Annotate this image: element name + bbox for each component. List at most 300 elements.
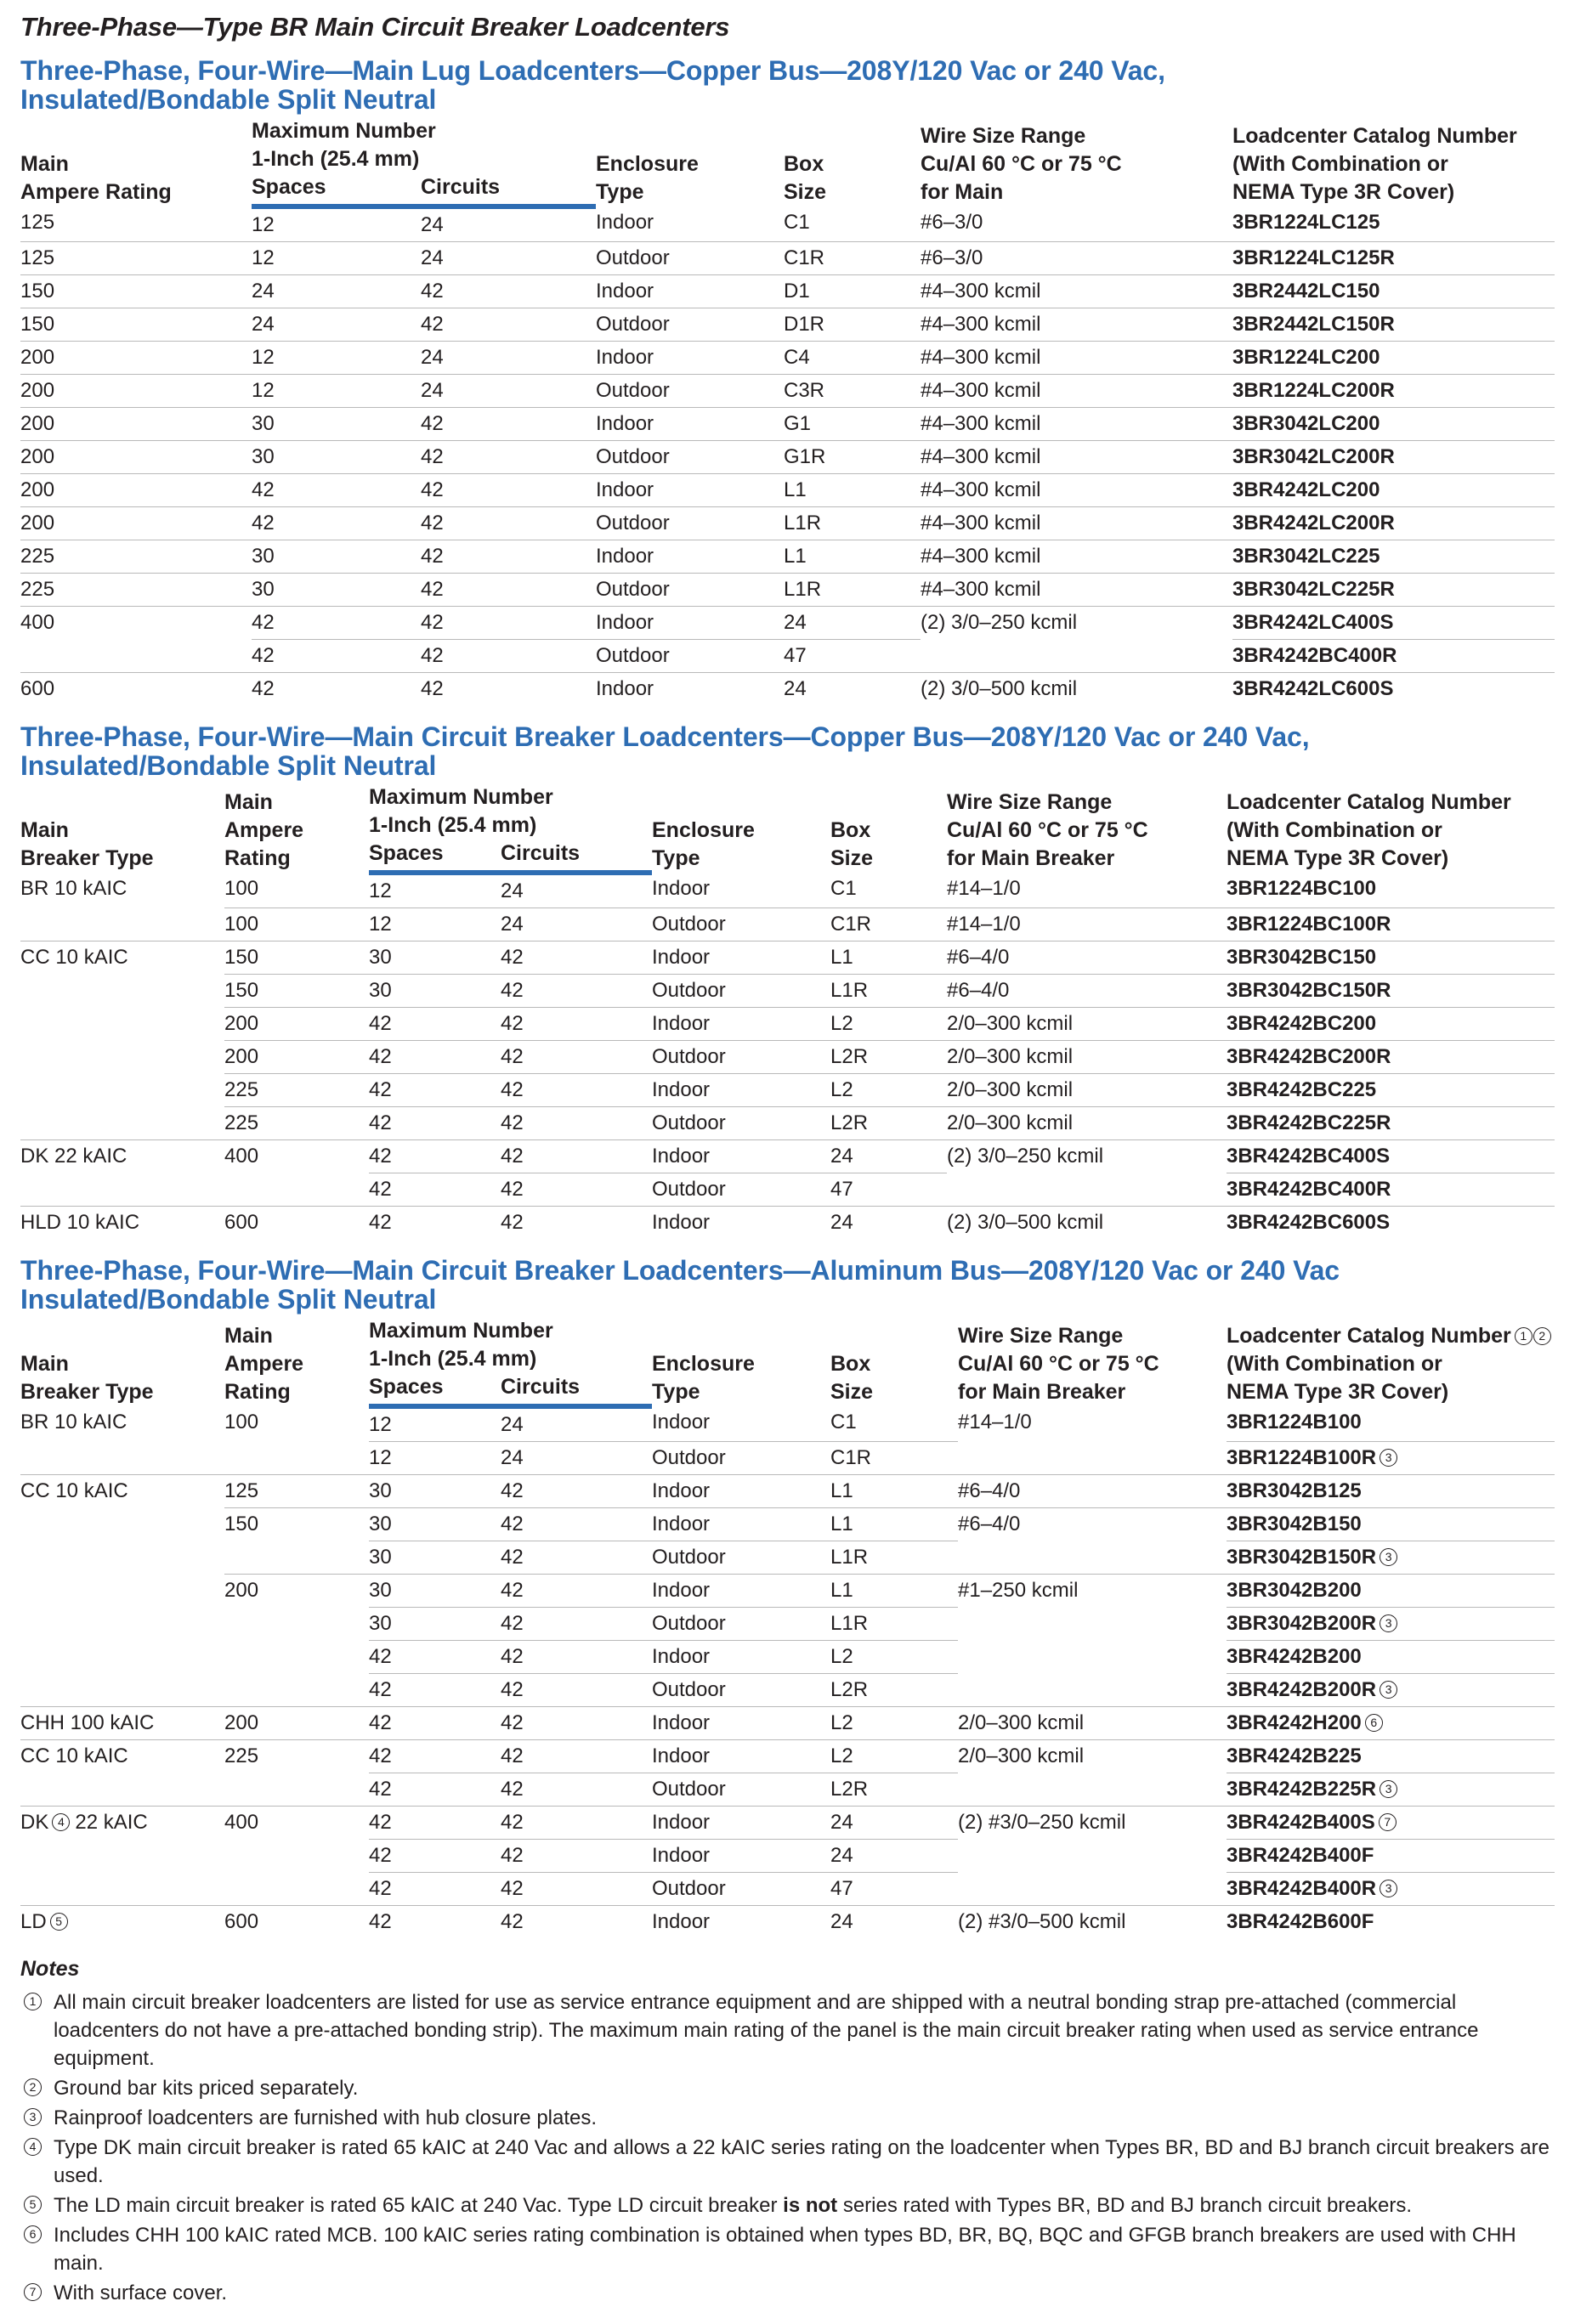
cell-catalog-number: 3BR1224LC200 xyxy=(1232,342,1555,375)
cell-wire-size: #4–300 kcmil xyxy=(921,574,1232,607)
cell-ampere-rating: 400 xyxy=(224,1807,369,1840)
table-row xyxy=(20,1442,1555,1475)
cell-wire-size xyxy=(958,1674,1227,1707)
cell-wire-size: #6–4/0 xyxy=(947,941,1227,975)
cell-box-size: 47 xyxy=(830,1873,958,1906)
cell-enclosure: Outdoor xyxy=(652,1674,830,1707)
cell-circuits: 42 xyxy=(501,1873,652,1906)
cell-ampere-rating xyxy=(224,1641,369,1674)
cell-wire-size: #6–4/0 xyxy=(958,1475,1227,1508)
cell-ampere-rating: 200 xyxy=(20,375,252,408)
cell-wire-size: #4–300 kcmil xyxy=(921,441,1232,474)
notes-list xyxy=(20,1988,1555,2307)
cell-spaces: 42 xyxy=(369,1906,501,1939)
note-ref-icon: 7 xyxy=(24,2283,42,2301)
cell-box-size: 24 xyxy=(830,1140,947,1173)
cell-spaces: 42 xyxy=(252,640,421,673)
cell-enclosure: Outdoor xyxy=(596,375,784,408)
note-text: All main circuit breaker loadcenters are listed for use as service entrance equipment and are shipped with a neutral bonding strap pre-attached (commercial loadcenters do not have a pre-attached bonding strip). The maximum main rating of the panel is the main circuit breaker rating when used as service entrance equipment. xyxy=(54,1991,1479,2070)
note-ref-icon: 3 xyxy=(1380,1780,1397,1798)
cell-catalog-number: 3BR1224B100 xyxy=(1227,1411,1362,1433)
cell-breaker-type xyxy=(20,1107,224,1140)
cell-spaces: 42 xyxy=(252,673,421,706)
cell-breaker-type: DK 4 22 kAIC xyxy=(20,1807,224,1840)
cell-circuits: 42 xyxy=(421,408,596,441)
cell-circuits: 42 xyxy=(501,1541,652,1575)
cell-enclosure: Indoor xyxy=(652,1807,830,1840)
header-main-rating: Main Ampere Rating xyxy=(20,152,172,204)
header-wire-size: Wire Size Range Cu/Al 60 °C or 75 °C for Main xyxy=(921,124,1122,204)
cell-spaces: 42 xyxy=(369,1207,501,1240)
cell-ampere-rating: 600 xyxy=(224,1906,369,1939)
header-catalog-number: Loadcenter Catalog Number (With Combination or NEMA Type 3R Cover) xyxy=(1232,124,1517,204)
cell-box-size: 24 xyxy=(784,673,921,706)
table-row xyxy=(20,308,1555,342)
cell-catalog-number: 3BR4242B400S 7 xyxy=(1227,1807,1555,1840)
section-title-line2: Insulated/Bondable Split Neutral xyxy=(20,84,437,115)
cell-spaces: 42 xyxy=(252,607,421,640)
cell-box-size: L2R xyxy=(830,1773,958,1807)
cell-circuits: 42 xyxy=(501,1074,652,1107)
cell-catalog-number: 3BR4242BC600S xyxy=(1227,1207,1555,1240)
table-row xyxy=(20,275,1555,308)
table-row xyxy=(20,1575,1555,1608)
cell-enclosure: Indoor xyxy=(652,1008,830,1041)
cell-enclosure: Indoor xyxy=(652,1575,830,1608)
cell-enclosure: Outdoor xyxy=(652,1442,830,1475)
table-row xyxy=(20,1873,1555,1906)
cell-wire-size: #4–300 kcmil xyxy=(921,342,1232,375)
header-enclosure: Enclosure Type xyxy=(652,818,755,870)
mcb-aluminum-table xyxy=(20,1314,1555,1938)
header-box-size: Box Size xyxy=(784,152,827,204)
note-item xyxy=(20,2134,1555,2190)
cell-box-size: 47 xyxy=(830,1173,947,1207)
cell-spaces: 12 xyxy=(369,908,501,941)
cell-wire-size: #6–4/0 xyxy=(947,975,1227,1008)
cell-enclosure: Outdoor xyxy=(652,1041,830,1074)
cell-catalog-number: 3BR4242BC200 xyxy=(1227,1008,1555,1041)
section-mcb-copper xyxy=(20,722,1555,1239)
table-row xyxy=(20,342,1555,375)
cell-wire-size xyxy=(921,640,1232,673)
cell-ampere-rating: 125 xyxy=(20,242,252,275)
cell-catalog-number: 3BR4242LC600S xyxy=(1232,673,1555,706)
cell-spaces: 30 xyxy=(369,1541,501,1575)
cell-ampere-rating: 225 xyxy=(20,574,252,607)
table-row xyxy=(20,673,1555,706)
cell-circuits: 24 xyxy=(421,242,596,275)
cell-enclosure: Indoor xyxy=(596,342,784,375)
cell-ampere-rating xyxy=(20,640,252,673)
cell-circuits: 42 xyxy=(421,441,596,474)
cell-ampere-rating: 100 xyxy=(224,877,259,900)
cell-catalog-number: 3BR3042LC200R xyxy=(1232,441,1555,474)
header-spaces: Spaces xyxy=(369,840,501,873)
cell-box-size: 24 xyxy=(830,1807,958,1840)
cell-wire-size: #4–300 kcmil xyxy=(921,474,1232,507)
cell-breaker-type xyxy=(20,1173,224,1207)
cell-enclosure: Indoor xyxy=(652,1641,830,1674)
cell-catalog-number: 3BR4242BC400R xyxy=(1227,1173,1555,1207)
cell-ampere-rating: 150 xyxy=(20,275,252,308)
cell-box-size: L1 xyxy=(830,1475,958,1508)
cell-wire-size: 2/0–300 kcmil xyxy=(947,1107,1227,1140)
header-breaker-type: Main Breaker Type xyxy=(20,1352,154,1404)
cell-spaces: 42 xyxy=(369,1140,501,1173)
note-ref-icon: 2 xyxy=(1533,1327,1551,1345)
cell-catalog-number: 3BR4242BC400R xyxy=(1232,640,1555,673)
cell-circuits: 24 xyxy=(421,213,444,236)
table-row xyxy=(20,873,1555,908)
note-ref-icon: 5 xyxy=(24,2196,42,2214)
cell-spaces: 42 xyxy=(369,1107,501,1140)
cell-catalog-number: 3BR1224BC100R xyxy=(1227,908,1555,941)
cell-circuits: 24 xyxy=(501,908,652,941)
cell-box-size: C1R xyxy=(784,242,921,275)
cell-circuits: 42 xyxy=(501,1207,652,1240)
cell-enclosure: Indoor xyxy=(652,1207,830,1240)
cell-catalog-number: 3BR1224LC125R xyxy=(1232,242,1555,275)
table-row xyxy=(20,540,1555,574)
cell-box-size: G1 xyxy=(784,408,921,441)
cell-circuits: 42 xyxy=(501,1707,652,1740)
cell-spaces: 30 xyxy=(252,408,421,441)
table-row xyxy=(20,1674,1555,1707)
cell-circuits: 42 xyxy=(421,474,596,507)
section-title-line1: Three-Phase, Four-Wire—Main Circuit Breaker Loadcenters—Aluminum Bus—208Y/120 Vac or 240 Vac xyxy=(20,1255,1340,1286)
cell-enclosure: Indoor xyxy=(652,1906,830,1939)
cell-breaker-type xyxy=(20,1008,224,1041)
table-row xyxy=(20,1207,1555,1240)
cell-spaces: 42 xyxy=(369,1773,501,1807)
table-row xyxy=(20,1140,1555,1173)
cell-catalog-number: 3BR3042B200 xyxy=(1227,1575,1555,1608)
cell-spaces: 12 xyxy=(252,342,421,375)
table-row xyxy=(20,1406,1555,1442)
cell-circuits: 42 xyxy=(501,1674,652,1707)
cell-enclosure: Outdoor xyxy=(596,574,784,607)
note-item xyxy=(20,2191,1555,2219)
cell-catalog-number: 3BR4242B225 xyxy=(1227,1740,1555,1773)
cell-catalog-number: 3BR3042B125 xyxy=(1227,1475,1555,1508)
note-ref-icon: 3 xyxy=(1380,1614,1397,1632)
cell-wire-size: #4–300 kcmil xyxy=(921,275,1232,308)
cell-spaces: 30 xyxy=(369,975,501,1008)
cell-ampere-rating: 200 xyxy=(224,1575,369,1608)
cell-ampere-rating: 150 xyxy=(224,1508,369,1541)
table-row xyxy=(20,941,1555,975)
cell-spaces: 42 xyxy=(369,1707,501,1740)
notes xyxy=(20,1957,1555,2307)
section-title-line1: Three-Phase, Four-Wire—Main Lug Loadcenters—Copper Bus—208Y/120 Vac or 240 Vac, xyxy=(20,55,1165,86)
cell-spaces: 12 xyxy=(252,375,421,408)
cell-spaces: 42 xyxy=(369,1008,501,1041)
cell-circuits: 42 xyxy=(501,1140,652,1173)
cell-enclosure: Outdoor xyxy=(652,1541,830,1575)
cell-enclosure: Indoor xyxy=(652,941,830,975)
cell-enclosure: Outdoor xyxy=(596,507,784,540)
cell-box-size: 47 xyxy=(784,640,921,673)
cell-circuits: 42 xyxy=(501,1608,652,1641)
cell-wire-size: #4–300 kcmil xyxy=(921,507,1232,540)
cell-breaker-type xyxy=(20,1641,224,1674)
cell-wire-size: #4–300 kcmil xyxy=(921,540,1232,574)
cell-wire-size: (2) #3/0–250 kcmil xyxy=(958,1807,1227,1840)
cell-box-size: 24 xyxy=(830,1207,947,1240)
cell-catalog-number: 3BR3042B200R 3 xyxy=(1227,1608,1555,1641)
note-ref-icon: 3 xyxy=(1380,1880,1397,1897)
cell-enclosure: Indoor xyxy=(596,673,784,706)
cell-breaker-type: CC 10 kAIC xyxy=(20,941,224,975)
cell-ampere-rating: 200 xyxy=(20,342,252,375)
note-ref-icon: 6 xyxy=(24,2225,42,2243)
cell-enclosure: Indoor xyxy=(652,1840,830,1873)
cell-circuits: 42 xyxy=(501,975,652,1008)
cell-spaces: 30 xyxy=(369,1608,501,1641)
cell-box-size: L1R xyxy=(830,975,947,1008)
cell-box-size: L1 xyxy=(784,540,921,574)
cell-ampere-rating: 125 xyxy=(224,1475,369,1508)
cell-enclosure: Outdoor xyxy=(596,308,784,342)
cell-catalog-number: 3BR3042LC225R xyxy=(1232,574,1555,607)
cell-breaker-type: HLD 10 kAIC xyxy=(20,1207,224,1240)
cell-spaces: 12 xyxy=(369,879,392,902)
cell-circuits: 42 xyxy=(421,673,596,706)
cell-circuits: 42 xyxy=(501,1508,652,1541)
table-row xyxy=(20,607,1555,640)
cell-catalog-number: 3BR4242BC400S xyxy=(1227,1140,1555,1173)
cell-spaces: 30 xyxy=(252,441,421,474)
cell-spaces: 42 xyxy=(369,1873,501,1906)
header-main-ampere: Main Ampere Rating xyxy=(224,1324,304,1404)
table-row xyxy=(20,1773,1555,1807)
cell-breaker-type xyxy=(20,1541,224,1575)
header-box-size: Box Size xyxy=(830,818,874,870)
cell-box-size: L1R xyxy=(784,574,921,607)
cell-breaker-type xyxy=(20,975,224,1008)
cell-spaces: 42 xyxy=(369,1173,501,1207)
cell-spaces: 12 xyxy=(369,1442,501,1475)
cell-box-size: L2R xyxy=(830,1041,947,1074)
cell-box-size: D1R xyxy=(784,308,921,342)
cell-ampere-rating: 200 xyxy=(224,1041,369,1074)
cell-wire-size: #14–1/0 xyxy=(947,908,1227,941)
cell-circuits: 42 xyxy=(421,607,596,640)
cell-enclosure: Outdoor xyxy=(652,1107,830,1140)
note-ref-icon: 4 xyxy=(52,1813,70,1831)
cell-catalog-number: 3BR2442LC150R xyxy=(1232,308,1555,342)
cell-ampere-rating xyxy=(224,1773,369,1807)
cell-box-size: G1R xyxy=(784,441,921,474)
cell-box-size: L1 xyxy=(830,1575,958,1608)
cell-box-size: L1R xyxy=(830,1541,958,1575)
cell-breaker-type xyxy=(20,1773,224,1807)
cell-enclosure: Outdoor xyxy=(652,975,830,1008)
section-title-line2: Insulated/Bondable Split Neutral xyxy=(20,750,437,781)
cell-breaker-type xyxy=(20,908,224,941)
note-item xyxy=(20,2279,1555,2307)
note-text: The LD main circuit breaker is rated 65 kAIC at 240 Vac. Type LD circuit breaker is not series rated with Types BR, BD and BJ branch circuit breakers. xyxy=(54,2194,1412,2217)
cell-box-size: C3R xyxy=(784,375,921,408)
cell-box-size: L1 xyxy=(830,1508,958,1541)
cell-wire-size xyxy=(958,1442,1227,1475)
section-mcb-aluminum xyxy=(20,1256,1555,1938)
cell-catalog-number: 3BR4242BC225R xyxy=(1227,1107,1555,1140)
header-catalog-number: Loadcenter Catalog Number 1 2 (With Combination or NEMA Type 3R Cover) xyxy=(1227,1314,1555,1406)
cell-ampere-rating: 600 xyxy=(20,673,252,706)
header-spaces: Spaces xyxy=(252,173,421,206)
cell-catalog-number: 3BR1224LC200R xyxy=(1232,375,1555,408)
cell-breaker-type xyxy=(20,1840,224,1873)
cell-catalog-number: 3BR4242BC225 xyxy=(1227,1074,1555,1107)
cell-ampere-rating: 125 xyxy=(20,211,55,234)
cell-circuits: 42 xyxy=(501,1107,652,1140)
cell-catalog-number: 3BR4242B225R 3 xyxy=(1227,1773,1555,1807)
section-title xyxy=(20,56,1555,114)
cell-circuits: 42 xyxy=(501,1807,652,1840)
cell-enclosure: Outdoor xyxy=(652,1873,830,1906)
note-text: Type DK main circuit breaker is rated 65 kAIC at 240 Vac and allows a 22 kAIC series rating on the loadcenter when Types BR, BD and BJ branch circuit breakers are used. xyxy=(54,2136,1550,2187)
cell-enclosure: Indoor xyxy=(652,1707,830,1740)
table-row xyxy=(20,1475,1555,1508)
cell-enclosure: Indoor xyxy=(652,1140,830,1173)
cell-enclosure: Indoor xyxy=(652,1074,830,1107)
note-ref-icon: 2 xyxy=(24,2078,42,2096)
cell-spaces: 12 xyxy=(252,213,275,236)
header-main-ampere: Main Ampere Rating xyxy=(224,790,304,870)
note-ref-icon: 4 xyxy=(24,2138,42,2156)
cell-box-size: L1 xyxy=(784,474,921,507)
note-text: Ground bar kits priced separately. xyxy=(54,2077,359,2100)
table-row xyxy=(20,206,1555,242)
cell-box-size: L2R xyxy=(830,1674,958,1707)
cell-enclosure: Indoor xyxy=(652,877,711,900)
table-row xyxy=(20,1840,1555,1873)
cell-breaker-type: DK 22 kAIC xyxy=(20,1140,224,1173)
cell-circuits: 42 xyxy=(501,1740,652,1773)
cell-breaker-type: CC 10 kAIC xyxy=(20,1740,224,1773)
main-lug-table xyxy=(20,114,1555,705)
header-box-size: Box Size xyxy=(830,1352,874,1404)
cell-spaces: 42 xyxy=(369,1641,501,1674)
cell-wire-size: #4–300 kcmil xyxy=(921,308,1232,342)
page-title: Three-Phase—Type BR Main Circuit Breaker Loadcenters xyxy=(20,12,730,42)
cell-catalog-number: 3BR3042B150R 3 xyxy=(1227,1541,1555,1575)
header-wire-size: Wire Size Range Cu/Al 60 °C or 75 °C for Main Breaker xyxy=(958,1324,1159,1404)
cell-catalog-number: 3BR4242B400R 3 xyxy=(1227,1873,1555,1906)
cell-box-size: L1R xyxy=(830,1608,958,1641)
cell-breaker-type xyxy=(20,1074,224,1107)
table-row xyxy=(20,1041,1555,1074)
cell-wire-size xyxy=(958,1873,1227,1906)
cell-ampere-rating xyxy=(224,1840,369,1873)
cell-wire-size xyxy=(958,1541,1227,1575)
cell-ampere-rating: 400 xyxy=(224,1140,369,1173)
cell-wire-size xyxy=(958,1641,1227,1674)
cell-spaces: 42 xyxy=(369,1074,501,1107)
cell-wire-size: (2) 3/0–500 kcmil xyxy=(947,1207,1227,1240)
header-spaces: Spaces xyxy=(369,1373,501,1406)
cell-wire-size: #1–250 kcmil xyxy=(958,1575,1227,1608)
cell-circuits: 42 xyxy=(421,540,596,574)
cell-circuits: 42 xyxy=(501,941,652,975)
table-row xyxy=(20,1107,1555,1140)
section-title-line2: Insulated/Bondable Split Neutral xyxy=(20,1284,437,1315)
table-row xyxy=(20,375,1555,408)
cell-catalog-number: 3BR1224BC100 xyxy=(1227,877,1377,900)
cell-circuits: 42 xyxy=(501,1041,652,1074)
section-title xyxy=(20,1256,1555,1314)
cell-breaker-type: BR 10 kAIC xyxy=(20,877,127,900)
table-row xyxy=(20,474,1555,507)
header-breaker-type: Main Breaker Type xyxy=(20,818,154,870)
note-item xyxy=(20,2104,1555,2132)
cell-enclosure: Indoor xyxy=(596,275,784,308)
table-row xyxy=(20,1906,1555,1939)
cell-box-size: L1 xyxy=(830,941,947,975)
note-item xyxy=(20,2221,1555,2277)
cell-spaces: 30 xyxy=(252,574,421,607)
cell-enclosure: Indoor xyxy=(652,1508,830,1541)
cell-wire-size: (2) #3/0–500 kcmil xyxy=(958,1906,1227,1939)
cell-spaces: 30 xyxy=(369,1475,501,1508)
cell-ampere-rating: 100 xyxy=(224,908,369,941)
cell-wire-size xyxy=(947,1173,1227,1207)
cell-circuits: 24 xyxy=(421,342,596,375)
cell-ampere-rating: 100 xyxy=(224,1411,259,1433)
cell-enclosure: Outdoor xyxy=(596,242,784,275)
cell-breaker-type xyxy=(20,1508,224,1541)
cell-circuits: 42 xyxy=(421,507,596,540)
cell-breaker-type xyxy=(20,1674,224,1707)
cell-ampere-rating xyxy=(224,1608,369,1641)
cell-circuits: 42 xyxy=(421,574,596,607)
table-row xyxy=(20,1740,1555,1773)
table-row xyxy=(20,1608,1555,1641)
cell-wire-size: (2) 3/0–500 kcmil xyxy=(921,673,1232,706)
cell-breaker-type xyxy=(20,1442,224,1475)
cell-breaker-type: CC 10 kAIC xyxy=(20,1475,224,1508)
cell-ampere-rating: 600 xyxy=(224,1207,369,1240)
cell-catalog-number: 3BR4242LC200 xyxy=(1232,474,1555,507)
cell-box-size: C1R xyxy=(830,908,947,941)
cell-catalog-number: 3BR3042LC225 xyxy=(1232,540,1555,574)
cell-wire-size: #6–4/0 xyxy=(958,1508,1227,1541)
cell-spaces: 42 xyxy=(369,1674,501,1707)
cell-catalog-number: 3BR4242BC200R xyxy=(1227,1041,1555,1074)
note-ref-icon: 1 xyxy=(1515,1327,1533,1345)
cell-wire-size: (2) 3/0–250 kcmil xyxy=(947,1140,1227,1173)
cell-box-size: L2 xyxy=(830,1008,947,1041)
cell-circuits: 42 xyxy=(501,1475,652,1508)
cell-spaces: 30 xyxy=(369,1575,501,1608)
cell-ampere-rating: 200 xyxy=(224,1008,369,1041)
table-row xyxy=(20,908,1555,941)
cell-box-size: C1 xyxy=(830,1411,857,1433)
header-max-number: Maximum Number 1-Inch (25.4 mm) xyxy=(369,1319,553,1371)
cell-ampere-rating: 150 xyxy=(20,308,252,342)
cell-ampere-rating: 225 xyxy=(224,1107,369,1140)
cell-enclosure: Outdoor xyxy=(596,441,784,474)
cell-circuits: 42 xyxy=(421,308,596,342)
note-ref-icon: 3 xyxy=(1380,1548,1397,1566)
cell-catalog-number: 3BR4242B600F xyxy=(1227,1906,1555,1939)
note-text: With surface cover. xyxy=(54,2282,228,2304)
cell-wire-size: #14–1/0 xyxy=(947,877,1021,900)
cell-catalog-number: 3BR4242B400F xyxy=(1227,1840,1555,1873)
table-row xyxy=(20,1173,1555,1207)
